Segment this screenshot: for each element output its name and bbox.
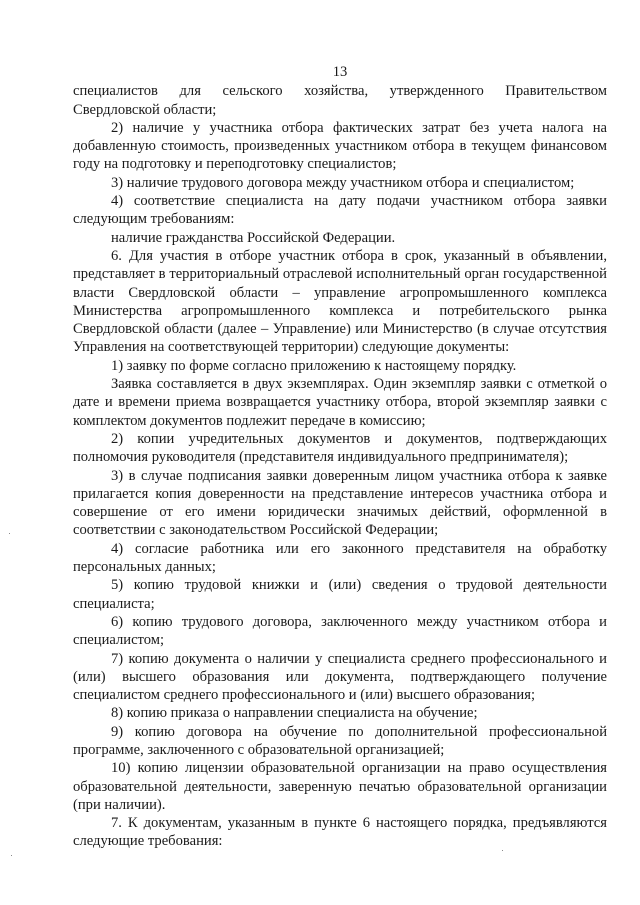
- paragraph: 9) копию договора на обучение по дополнительной профессиональной программе, заключенного с образовательной организацией;: [73, 723, 607, 758]
- paragraph: 5) копию трудовой книжки и (или) сведения о трудовой деятельности специалиста;: [73, 577, 607, 612]
- document-page: [73, 63, 607, 851]
- paragraph: 2) наличие у участника отбора фактических затрат без учета налога на добавленную стоимость, произведенных участником отбора в текущем финансовом году на подготовку и переподготовку специалистов;: [73, 119, 607, 173]
- paragraph: Заявка составляется в двух экземплярах. Один экземпляр заявки с отметкой о дате и времени приема возвращается участнику отбора, второй экземпляр заявки с комплектом документов подлежит передаче в комиссию;: [73, 376, 607, 429]
- scan-speck: [11, 855, 12, 856]
- paragraph: 7. К документам, указанным в пункте 6 настоящего порядка, предъявляются следующие требования:: [73, 815, 607, 850]
- paragraph: 4) соответствие специалиста на дату подачи участником отбора заявки следующим требованиям:: [73, 193, 607, 228]
- paragraph: 7) копию документа о наличии у специалиста среднего профессионального и (или) высшего образования или документа, подтверждающего получение специалистом среднего профессионального и (или) высшего образования;: [73, 650, 607, 704]
- paragraph: 8) копию приказа о направлении специалиста на обучение;: [111, 705, 478, 722]
- document-body: [73, 82, 607, 850]
- paragraph: наличие гражданства Российской Федерации.: [111, 229, 396, 246]
- paragraph: 2) копии учредительных документов и документов, подтверждающих полномочия руководителя (представителя индивидуального предпринимателя);: [73, 430, 607, 466]
- paragraph: 4) согласие работника или его законного представителя на обработку персональных данных;: [73, 540, 607, 576]
- page-number: 13: [332, 64, 348, 80]
- paragraph: специалистов для сельского хозяйства, утвержденного Правительством Свердловской области;: [73, 83, 607, 118]
- paragraph: 6. Для участия в отборе участник отбора в срок, указанный в объявлении, представляет в территориальный отраслевой исполнительный орган государственной власти Свердловской области – управление агропромышленного комплекса Министерства агропромышленного комплекса и потребительского рынка Свердловской области (далее – Управление) или Министерство (в случае отсутствия Управления на соответствующей территории) следующие документы:: [73, 247, 607, 356]
- paragraph: 3) в случае подписания заявки доверенным лицом участника отбора к заявке прилагается копия доверенности на представление интересов участника отбора и совершение от его имени юридически значимых действий, оформленной в соответствии с законодательством Российской Федерации;: [73, 467, 607, 539]
- paragraph: 10) копию лицензии образовательной организации на право осуществления образовательной деятельности, заверенную печатью образовательной организации (при наличии).: [73, 760, 607, 813]
- scan-speck: [502, 850, 503, 851]
- scan-speck: [9, 533, 10, 534]
- paragraph: 3) наличие трудового договора между участником отбора и специалистом;: [111, 174, 575, 191]
- paragraph: 1) заявку по форме согласно приложению к настоящему порядку.: [111, 357, 517, 374]
- paragraph: 6) копию трудового договора, заключенного между участником отбора и специалистом;: [73, 613, 607, 649]
